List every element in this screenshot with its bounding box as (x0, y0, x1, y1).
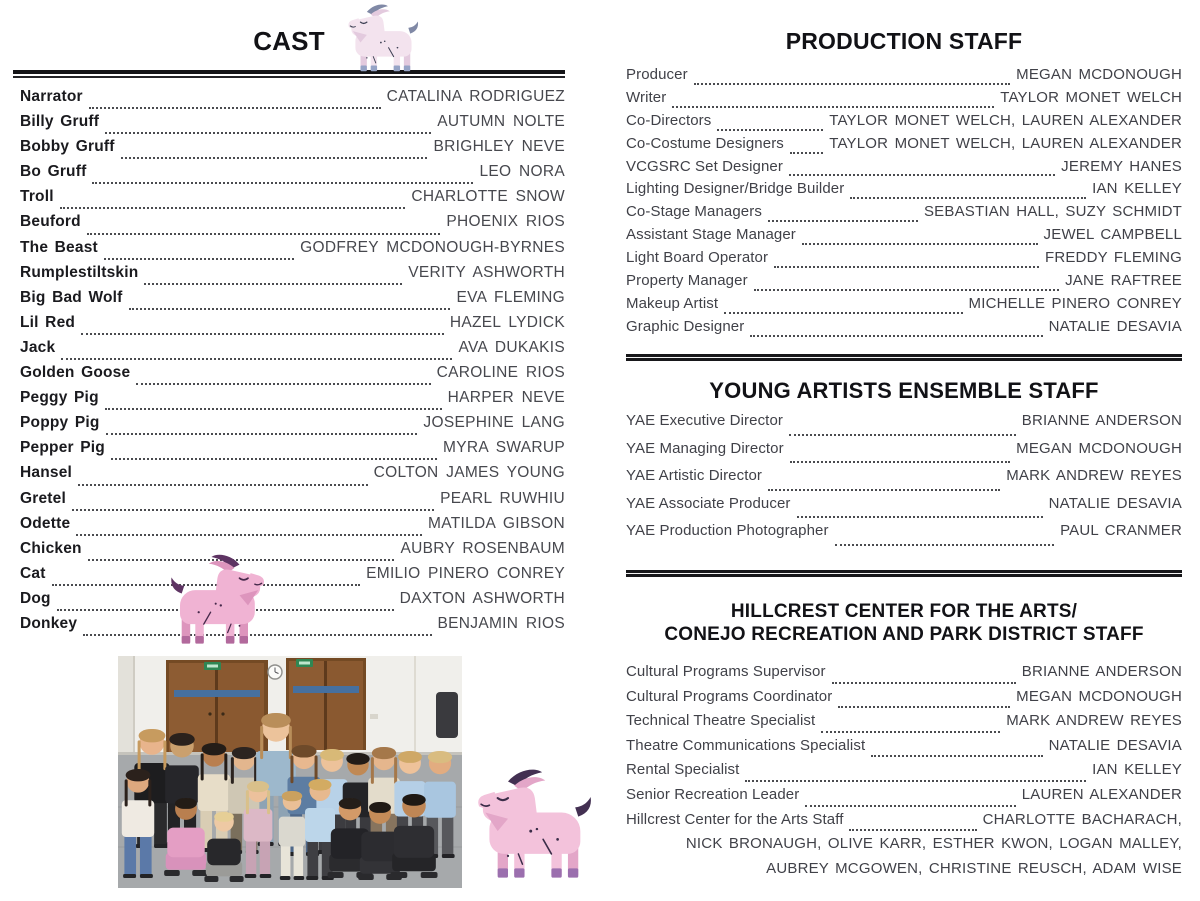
role-label: Dog (20, 589, 51, 607)
staff-name: TAYLOR MONET WELCH, LAUREN ALEXANDER (829, 111, 1182, 129)
staff-name: MEGAN MCDONOUGH (1016, 439, 1182, 457)
cast-title: CAST (253, 26, 325, 56)
staff-row (626, 737, 1182, 762)
role-label: Troll (20, 188, 54, 206)
staff-role-label: Co-Directors (626, 111, 712, 129)
dotted-leader (849, 829, 976, 831)
staff-row (626, 761, 1182, 786)
dotted-leader (136, 383, 430, 385)
role-label: Chicken (20, 539, 82, 557)
actor-name: MATILDA GIBSON (428, 514, 565, 532)
staff-role-label: YAE Associate Producer (626, 494, 791, 512)
staff-row (626, 66, 1182, 89)
role-label: Jack (20, 338, 56, 356)
cast-row (20, 88, 565, 113)
role-label: Big Bad Wolf (20, 288, 123, 306)
staff-row (626, 180, 1182, 203)
role-label: Beuford (20, 213, 81, 231)
actor-name: PEARL RUWHIU (440, 489, 565, 507)
dotted-leader (871, 755, 1042, 757)
staff-role-label: Co-Stage Managers (626, 203, 762, 221)
staff-role-label: Hillcrest Center for the Arts Staff (626, 810, 844, 828)
staff-name: FREDDY FLEMING (1044, 249, 1182, 267)
staff-name: MARK ANDREW REYES (1006, 467, 1182, 485)
staff-name-continuation: NICK BRONAUGH, OLIVE KARR, ESTHER KWON, LOGAN MALLEY, (685, 835, 1182, 852)
staff-role-label: VCGSRC Set Designer (626, 157, 783, 175)
staff-name: SEBASTIAN HALL, SUZY SCHMIDT (923, 203, 1182, 221)
dotted-leader (89, 107, 381, 109)
staff-role-label: Theatre Communications Specialist (626, 736, 866, 754)
clock-icon (268, 665, 282, 679)
staff-row (626, 688, 1182, 713)
staff-row (626, 249, 1182, 272)
staff-name: MEGAN MCDONOUGH (1016, 687, 1182, 705)
staff-row (626, 412, 1182, 440)
dotted-leader (768, 489, 1000, 491)
role-label: Gretel (20, 489, 66, 507)
dotted-leader (797, 516, 1043, 518)
dotted-leader (72, 509, 434, 511)
staff-row (626, 203, 1182, 226)
cast-row (20, 113, 565, 138)
actor-name: AVA DUKAKIS (458, 338, 565, 356)
actor-name: JOSEPHINE LANG (423, 414, 565, 432)
dotted-leader (838, 706, 1010, 708)
staff-role-label: YAE Managing Director (626, 439, 784, 457)
staff-name: TAYLOR MONET WELCH, LAUREN ALEXANDER (829, 134, 1182, 152)
role-label: Narrator (20, 88, 83, 105)
staff-row (626, 467, 1182, 495)
cast-row (20, 213, 565, 238)
dotted-leader (92, 182, 473, 184)
goat-illustration-top (341, 3, 431, 77)
staff-name: IAN KELLEY (1092, 761, 1182, 779)
actor-name: HAZEL LYDICK (449, 313, 565, 331)
staff-name: JANE RAFTREE (1065, 272, 1182, 290)
dotted-leader (87, 233, 441, 235)
role-label: Odette (20, 514, 71, 532)
staff-name: CHARLOTTE BACHARACH, (982, 810, 1182, 828)
role-label: Cat (20, 564, 46, 582)
staff-role-label: Makeup Artist (626, 294, 719, 312)
hillcrest-staff-list (626, 663, 1182, 835)
dotted-leader (104, 258, 294, 260)
staff-row (626, 89, 1182, 112)
staff-role-label: Property Manager (626, 272, 748, 290)
dotted-leader (790, 152, 823, 154)
staff-role-label: Cultural Programs Coordinator (626, 687, 833, 705)
staff-role-label: Senior Recreation Leader (626, 785, 800, 803)
dotted-leader (76, 534, 422, 536)
production-staff-list (626, 66, 1182, 341)
staff-row (626, 522, 1182, 550)
dotted-leader (789, 434, 1016, 436)
cast-row (20, 414, 565, 439)
staff-role-label: Co-Costume Designers (626, 134, 784, 152)
staff-row (626, 786, 1182, 811)
hillcrest-staff-continuation (626, 835, 1182, 884)
dotted-leader (694, 83, 1010, 85)
cast-row (20, 439, 565, 464)
actor-name: CAROLINE RIOS (436, 364, 565, 382)
dotted-leader (774, 266, 1039, 268)
staff-role-label: Light Board Operator (626, 249, 769, 267)
staff-name: NATALIE DESAVIA (1048, 494, 1182, 512)
staff-row (626, 712, 1182, 737)
staff-row (626, 318, 1182, 341)
actor-name: EVA FLEMING (456, 288, 565, 306)
staff-role-label: YAE Artistic Director (626, 467, 763, 485)
staff-name: MEGAN MCDONOUGH (1016, 66, 1182, 83)
cast-row (20, 188, 565, 213)
actor-name: CATALINA RODRIGUEZ (386, 88, 565, 105)
door-right (286, 658, 366, 750)
staff-row (626, 663, 1182, 688)
dotted-leader (745, 780, 1086, 782)
cast-row (20, 314, 565, 339)
role-label: Bobby Gruff (20, 138, 115, 156)
dotted-leader (60, 207, 406, 209)
staff-name: BRIANNE ANDERSON (1021, 412, 1182, 429)
staff-row (626, 272, 1182, 295)
cast-row (20, 565, 565, 590)
cast-row (20, 339, 565, 364)
staff-name: MICHELLE PINERO CONREY (968, 294, 1182, 312)
production-staff-title: PRODUCTION STAFF (785, 28, 1023, 54)
dotted-leader (750, 335, 1042, 337)
yae-staff-title: YOUNG ARTISTS ENSEMBLE STAFF (709, 378, 1099, 403)
actor-name: AUBRY ROSENBAUM (400, 539, 565, 557)
dotted-leader (805, 805, 1015, 807)
dotted-leader (672, 106, 994, 108)
dotted-leader (106, 433, 418, 435)
cast-row (20, 239, 565, 264)
dotted-leader (78, 484, 368, 486)
staff-role-label: Writer (626, 88, 667, 106)
actor-name: BRIGHLEY NEVE (433, 138, 565, 156)
staff-row (626, 495, 1182, 523)
actor-name: PHOENIX RIOS (446, 213, 565, 231)
actor-name: HARPER NEVE (447, 389, 565, 407)
dotted-leader (724, 312, 962, 314)
dotted-leader (789, 174, 1055, 176)
staff-name: PAUL CRANMER (1060, 522, 1182, 540)
role-label: Donkey (20, 614, 78, 632)
dotted-leader (821, 731, 1000, 733)
dotted-leader (832, 682, 1016, 684)
role-label: Lil Red (20, 313, 76, 331)
staff-name: TAYLOR MONET WELCH (1000, 88, 1182, 106)
dotted-leader (768, 220, 918, 222)
staff-role-label: Graphic Designer (626, 317, 745, 335)
staff-role-label: Producer (626, 66, 688, 83)
staff-role-label: YAE Executive Director (626, 412, 783, 429)
dotted-leader (129, 308, 451, 310)
cast-row (20, 540, 565, 565)
role-label: Golden Goose (20, 364, 131, 382)
staff-role-label: Technical Theatre Specialist (626, 712, 816, 730)
cast-row (20, 490, 565, 515)
goat-illustration-middle (163, 546, 265, 658)
actor-name: CHARLOTTE SNOW (411, 188, 565, 206)
actor-name: GODFREY MCDONOUGH-BYRNES (300, 238, 565, 256)
hillcrest-staff-title (626, 600, 1182, 646)
dotted-leader (105, 408, 442, 410)
staff-row (626, 112, 1182, 135)
actor-name: COLTON JAMES YOUNG (373, 464, 565, 482)
cast-row (20, 515, 565, 540)
goat-illustration-bottom (477, 761, 601, 893)
section-divider (626, 354, 1182, 361)
dotted-leader (802, 243, 1038, 245)
staff-name: MARK ANDREW REYES (1006, 712, 1182, 730)
cast-list (13, 88, 565, 640)
dotted-leader (144, 283, 402, 285)
role-label: The Beast (20, 238, 98, 256)
role-label: Hansel (20, 464, 73, 482)
staff-name: LAUREN ALEXANDER (1021, 785, 1182, 803)
role-label: Billy Gruff (20, 113, 100, 131)
staff-row (626, 811, 1182, 836)
staff-name: IAN KELLEY (1092, 180, 1182, 198)
cast-row (20, 590, 565, 615)
staff-role-label: Assistant Stage Manager (626, 226, 796, 244)
staff-row (626, 226, 1182, 249)
role-label: Poppy Pig (20, 414, 100, 432)
cast-row (20, 364, 565, 389)
actor-name: AUTUMN NOLTE (437, 113, 565, 131)
dotted-leader (754, 289, 1059, 291)
cast-row (20, 464, 565, 489)
actor-name: BENJAMIN RIOS (437, 614, 565, 632)
staff-row (626, 440, 1182, 468)
dotted-leader (717, 129, 823, 131)
cast-row (20, 389, 565, 414)
cast-group-photo (118, 656, 462, 888)
role-label: Pepper Pig (20, 439, 105, 457)
staff-name: NATALIE DESAVIA (1048, 736, 1182, 754)
role-label: Bo Gruff (20, 163, 87, 181)
staff-name: JEWEL CAMPBELL (1043, 226, 1182, 244)
role-label: Rumplestiltskin (20, 263, 139, 281)
actor-name: EMILIO PINERO CONREY (366, 564, 565, 582)
staff-role-label: Rental Specialist (626, 761, 740, 779)
staff-role-label: Lighting Designer/Bridge Builder (626, 180, 845, 198)
actor-name: DAXTON ASHWORTH (399, 589, 565, 607)
staff-row (626, 158, 1182, 181)
cast-row (20, 615, 565, 640)
staff-role-label: YAE Production Photographer (626, 522, 829, 540)
staff-row (626, 135, 1182, 158)
staff-role-label: Cultural Programs Supervisor (626, 663, 826, 680)
dotted-leader (81, 333, 444, 335)
dotted-leader (105, 132, 431, 134)
actor-name: MYRA SWARUP (443, 439, 565, 457)
dotted-leader (850, 197, 1086, 199)
cast-row (20, 289, 565, 314)
role-label: Peggy Pig (20, 389, 99, 407)
section-divider (626, 570, 1182, 577)
actor-name: VERITY ASHWORTH (408, 263, 565, 281)
dotted-leader (61, 358, 452, 360)
staff-name-continuation: AUBREY MCGOWEN, CHRISTINE REUSCH, ADAM WISE (766, 859, 1182, 877)
dotted-leader (835, 544, 1055, 546)
dotted-leader (790, 461, 1010, 463)
hillcrest-title-line2: CONEJO RECREATION AND PARK DISTRICT STAFF (664, 624, 1144, 645)
staff-name: JEREMY HANES (1061, 157, 1182, 175)
cast-row (20, 264, 565, 289)
dotted-leader (111, 458, 437, 460)
cast-group-photo-scene (118, 656, 462, 888)
cast-row (20, 138, 565, 163)
hillcrest-title-line1: HILLCREST CENTER FOR THE ARTS/ (730, 601, 1078, 622)
cast-row (20, 163, 565, 188)
staff-name: NATALIE DESAVIA (1048, 317, 1182, 335)
actor-name: LEO NORA (479, 163, 565, 181)
yae-staff-list (626, 412, 1182, 550)
dotted-leader (121, 157, 428, 159)
staff-row (626, 295, 1182, 318)
staff-name: BRIANNE ANDERSON (1021, 663, 1182, 680)
cast-rule (13, 70, 565, 79)
